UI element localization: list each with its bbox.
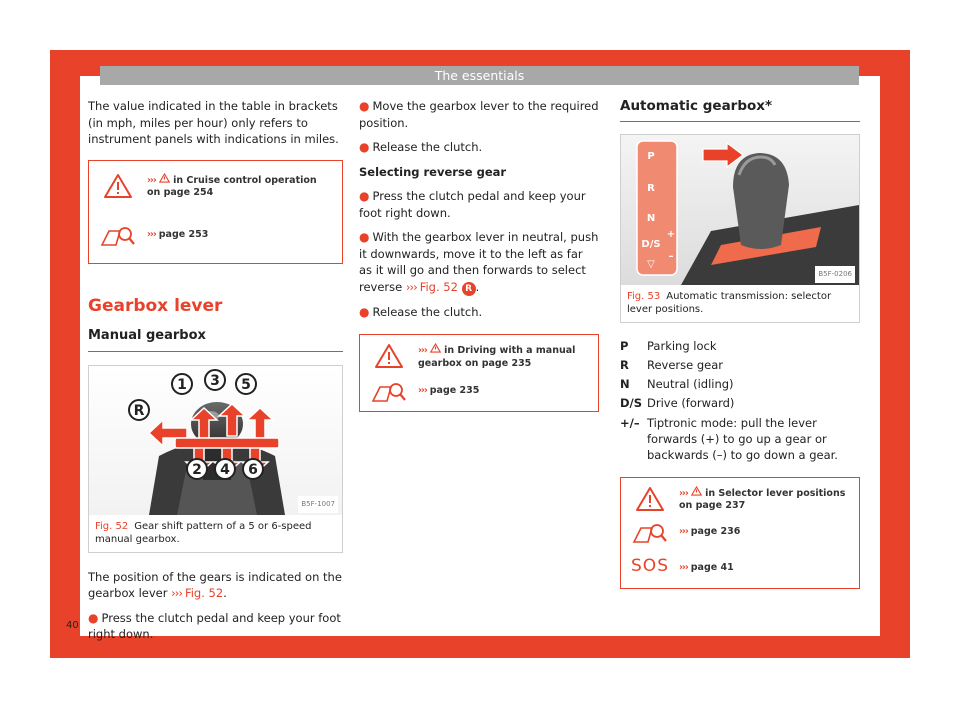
warning-small-icon: [159, 173, 170, 183]
book-icon: [89, 225, 147, 249]
gate-plus: +: [666, 228, 676, 240]
figure-label: Fig. 53: [627, 290, 661, 302]
gear-desc: Parking lock: [647, 338, 717, 353]
figure-caption: [621, 285, 859, 322]
bullet-text: Press the clutch pedal and keep your foot right down.: [359, 189, 586, 220]
warning-ref-text: in Selector lever positions on page 237: [679, 487, 846, 511]
warning-box: [359, 334, 599, 412]
gear-position-list: [620, 337, 860, 463]
warning-ref-text: in Driving with a manual gearbox on page 235: [418, 345, 576, 369]
bullet-release-clutch: ● Release the clutch.: [359, 140, 483, 154]
warning-reference[interactable]: ››› in Driving with a manual gearbox on page 235: [418, 345, 576, 369]
book-reference[interactable]: ››› page 253: [147, 228, 209, 240]
sos-icon: SOS: [631, 555, 669, 576]
gear-row-n: [620, 375, 860, 394]
gear-label-2: 2: [192, 461, 202, 478]
gear-label-6: 6: [248, 461, 258, 478]
warning-ref-text: in Cruise control operation on page 254: [147, 174, 317, 198]
book-reference[interactable]: ››› page 235: [418, 385, 480, 396]
manual-gearbox-illustration: [89, 366, 342, 515]
gate-minus: –: [668, 250, 674, 262]
warning-icon: [621, 486, 679, 512]
gear-key: D/S: [620, 395, 643, 410]
bullet-reverse: ● With the gearbox lever in neutral, push it downwards, move it to the left as far as it will go and then forwards to select reverse ››› Fig. 52 R .: [359, 230, 599, 294]
intro-paragraph: The value indicated in the table in brackets (in mph, miles per hour) only refers to instrument panels with indications in miles.: [88, 99, 339, 146]
bullet-move-lever: ● Move the gearbox lever to the required position.: [359, 99, 599, 130]
fig-52-link[interactable]: Fig. 52: [184, 586, 224, 600]
figure-52: [88, 365, 343, 553]
warning-small-icon: [691, 486, 702, 496]
gate-n: N: [646, 212, 656, 224]
gear-desc: Reverse gear: [647, 357, 724, 372]
sos-ref-text: page 41: [690, 561, 734, 573]
gear-label-1: 1: [177, 376, 187, 393]
page-number: 40: [66, 620, 79, 631]
figure-caption-text: Gear shift pattern of a 5 or 6-speed manual gearbox.: [95, 520, 312, 545]
book-reference[interactable]: ››› page 236: [679, 525, 741, 537]
gate-r: R: [647, 182, 655, 194]
bullet-text: With the gearbox lever in neutral, push it downwards, move it to the left as far as it will go and then forwards to select reverse: [359, 230, 599, 294]
book-ref-text: page 236: [690, 525, 741, 537]
subsection-title: Manual gearbox: [88, 328, 343, 352]
gate-down: ▽: [647, 258, 655, 270]
gear-row-tiptronic: [620, 415, 860, 463]
gear-label-5: 5: [241, 376, 251, 393]
gear-label-3: 3: [210, 372, 220, 389]
book-icon: [621, 522, 679, 546]
gear-key: +/–: [620, 415, 640, 430]
gate-ds: D/S: [641, 238, 661, 250]
r-circle-icon: R: [462, 282, 476, 296]
gear-label-r: R: [133, 402, 145, 419]
warning-box: [620, 477, 860, 589]
warning-icon: [360, 343, 418, 369]
figure-caption-text: Automatic transmission: selector lever positions.: [627, 290, 832, 315]
automatic-gearbox-illustration: [621, 135, 859, 285]
bullet-press-clutch: ● Press the clutch pedal and keep your foot right down.: [359, 189, 586, 220]
warning-box: [88, 160, 343, 264]
gear-label-4: 4: [220, 461, 230, 478]
column-2: [359, 98, 599, 412]
gear-desc: Neutral (idling): [647, 376, 734, 391]
bullet-text: Release the clutch.: [372, 304, 483, 319]
figure-code: B5F-0206: [815, 266, 855, 283]
gate-p: P: [647, 150, 655, 162]
bullet-text: Move the gearbox lever to the required position.: [359, 99, 599, 130]
gear-row-r: [620, 356, 860, 375]
warning-reference[interactable]: ››› in Cruise control operation on page 254: [147, 174, 317, 198]
book-ref-text: page 235: [429, 385, 480, 396]
figure-53: [620, 134, 860, 323]
column-3: [620, 98, 860, 589]
fig-52-link[interactable]: Fig. 52: [419, 279, 458, 294]
column-1: [88, 98, 343, 651]
book-ref-text: page 253: [158, 228, 209, 240]
gear-desc: Drive (forward): [647, 395, 735, 410]
automatic-gearbox-title: Automatic gearbox*: [620, 98, 860, 122]
warning-reference[interactable]: ››› in Selector lever positions on page 237: [679, 487, 846, 511]
gear-key: P: [620, 338, 629, 353]
gear-row-ds: [620, 394, 860, 413]
bullet-clutch: ● Press the clutch pedal and keep your foot right down.: [88, 610, 341, 641]
gear-desc: Tiptronic mode: pull the lever forwards (+) to go up a gear or backwards (–) to go down a gear.: [647, 415, 838, 462]
figure-label: Fig. 52: [95, 520, 129, 532]
gear-key: R: [620, 357, 629, 372]
warning-small-icon: [430, 343, 441, 353]
section-title: Gearbox lever: [88, 295, 223, 316]
bullet-text: Release the clutch.: [372, 140, 483, 154]
figure-code: B5F-1007: [298, 496, 338, 513]
bullet-release-clutch-2: ● Release the clutch.: [359, 304, 483, 319]
gear-row-p: [620, 337, 860, 356]
figure-caption: [89, 515, 342, 552]
reverse-gear-heading: Selecting reverse gear: [359, 164, 507, 179]
gear-position-text: The position of the gears is indicated on the gearbox lever: [88, 569, 342, 600]
gear-position-paragraph: The position of the gears is indicated on the gearbox lever ››› Fig. 52.: [88, 569, 342, 600]
book-icon: [360, 381, 418, 405]
sos-reference[interactable]: ››› page 41: [679, 561, 734, 573]
bullet-text: Press the clutch pedal and keep your foot right down.: [88, 610, 341, 641]
gear-key: N: [620, 376, 630, 391]
header-title: The essentials: [100, 66, 859, 85]
warning-icon: [89, 173, 147, 199]
